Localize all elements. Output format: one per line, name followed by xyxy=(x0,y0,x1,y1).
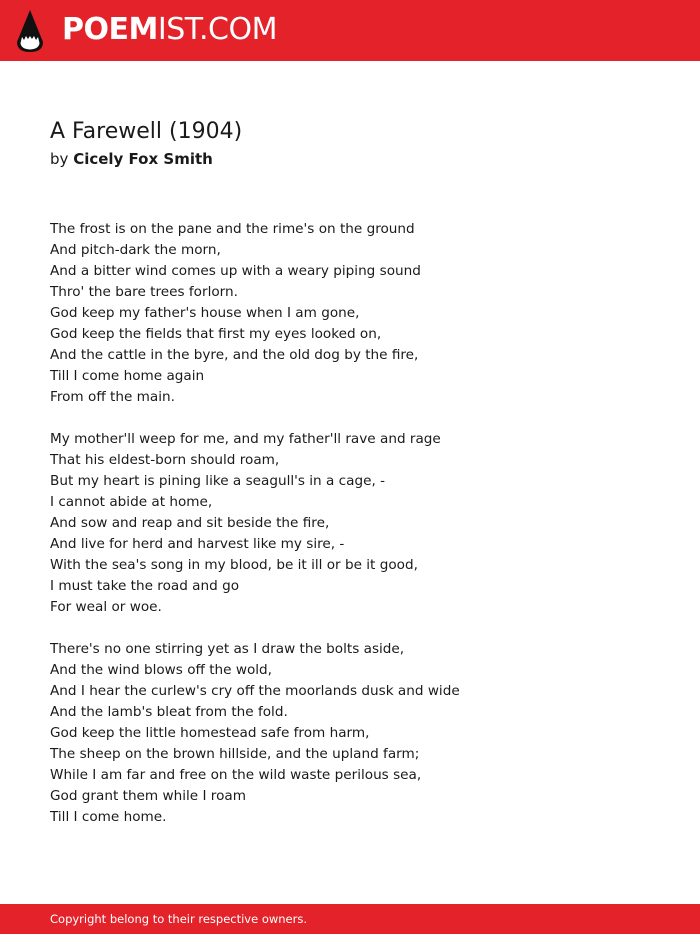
poem-stanza xyxy=(50,219,670,408)
poem-line: That his eldest-born should roam, xyxy=(50,452,280,468)
poem-line: But my heart is pining like a seagull's in a cage, - xyxy=(50,473,385,489)
poem-line: The sheep on the brown hillside, and the upland farm; xyxy=(50,746,420,762)
poem-line: And live for herd and harvest like my sire, - xyxy=(50,536,345,552)
poem-line: My mother'll weep for me, and my father'll rave and rage xyxy=(50,431,441,447)
poem-line: Thro' the bare trees forlorn. xyxy=(50,284,238,300)
poem-line: With the sea's song in my blood, be it ill or be it good, xyxy=(50,557,418,573)
poem-body xyxy=(50,219,670,849)
poem-line: Till I come home again xyxy=(50,368,205,384)
poem-line: And I hear the curlew's cry off the moorlands dusk and wide xyxy=(50,683,460,699)
poem-line: God keep my father's house when I am gone, xyxy=(50,305,360,321)
poem-line: Till I come home. xyxy=(50,809,167,825)
poem-stanza xyxy=(50,639,670,828)
poem-line: I cannot abide at home, xyxy=(50,494,213,510)
poem-stanza xyxy=(50,429,670,618)
poem-title: A Farewell (1904) xyxy=(50,119,243,144)
poem-line: For weal or woe. xyxy=(50,599,162,615)
poem-line: There's no one stirring yet as I draw the bolts aside, xyxy=(50,641,405,657)
poem-line: And a bitter wind comes up with a weary piping sound xyxy=(50,263,421,279)
site-header xyxy=(0,0,700,61)
poem-line: And the wind blows off the wold, xyxy=(50,662,272,678)
logo-text-bold: POEM xyxy=(62,12,158,47)
poem-line: While I am far and free on the wild waste perilous sea, xyxy=(50,767,422,783)
poem-line: And the cattle in the byre, and the old dog by the fire, xyxy=(50,347,419,363)
poem-line: God grant them while I roam xyxy=(50,788,246,804)
poem-line: And sow and reap and sit beside the fire, xyxy=(50,515,330,531)
poem-line: And pitch-dark the morn, xyxy=(50,242,221,258)
poem-line: God keep the fields that first my eyes looked on, xyxy=(50,326,382,342)
site-footer xyxy=(0,904,700,934)
poem-line: And the lamb's bleat from the fold. xyxy=(50,704,288,720)
byline-prefix: by xyxy=(50,150,69,168)
poem-line: The frost is on the pane and the rime's on the ground xyxy=(50,221,415,237)
poem-line: God keep the little homestead safe from harm, xyxy=(50,725,370,741)
site-logo[interactable] xyxy=(62,12,277,48)
poem-author: Cicely Fox Smith xyxy=(73,150,213,168)
copyright-notice: Copyright belong to their respective owners. xyxy=(50,912,308,926)
poem-line: From off the main. xyxy=(50,389,175,405)
poem-line: I must take the road and go xyxy=(50,578,240,594)
poem-byline xyxy=(50,149,213,169)
logo-text-light: IST.COM xyxy=(157,12,277,47)
pencil-tip-icon[interactable] xyxy=(17,10,43,52)
